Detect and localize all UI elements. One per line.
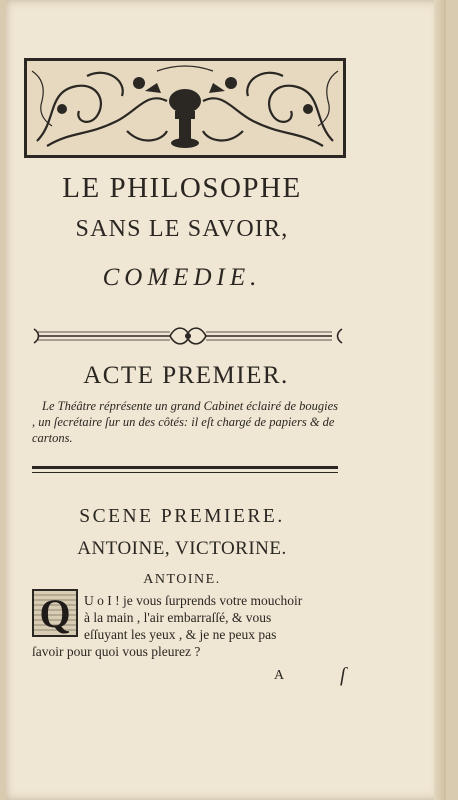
- signature-mark: A: [274, 668, 285, 683]
- catchword: ſ: [340, 664, 346, 686]
- title-line-3: COMEDIE.: [102, 264, 262, 291]
- page-edge: [434, 0, 446, 800]
- headpiece-ornament: [24, 58, 346, 158]
- act-heading: ACTE PREMIER.: [83, 362, 289, 389]
- floral-vignette-icon: [27, 61, 343, 155]
- title-line-1: LE PHILOSOPHE: [62, 172, 302, 204]
- dialogue-line-3: eſſuyant les yeux , & je ne peux pas: [84, 627, 277, 642]
- stage-direction: Le Théâtre réprésente un grand Cabinet éclairé de bougies , un ſecrétaire ſur un des côtés: il eſt chargé de papiers & de cartons.: [32, 399, 339, 445]
- thin-rule: [32, 472, 338, 473]
- dialogue-line-1: U o I ! je vous ſurprends votre mouchoir: [84, 593, 303, 608]
- book-page: [6, 0, 446, 800]
- dialogue-line-2: à la main , l'air embarraſſé, & vous: [84, 610, 272, 625]
- scene-heading: SCENE PREMIERE.: [79, 506, 285, 527]
- dialogue-line-4: ſavoir pour quoi vous pleurez ?: [32, 644, 201, 659]
- divider-ornament-icon: [32, 323, 344, 349]
- title-line-2: SANS LE SAVOIR,: [75, 216, 289, 242]
- drop-cap: [32, 589, 78, 637]
- scene-characters: ANTOINE, VICTORINE.: [77, 538, 287, 559]
- speaker-name: ANTOINE.: [143, 572, 221, 587]
- dropcap-letter: Q: [39, 590, 71, 636]
- thick-rule: [32, 466, 338, 469]
